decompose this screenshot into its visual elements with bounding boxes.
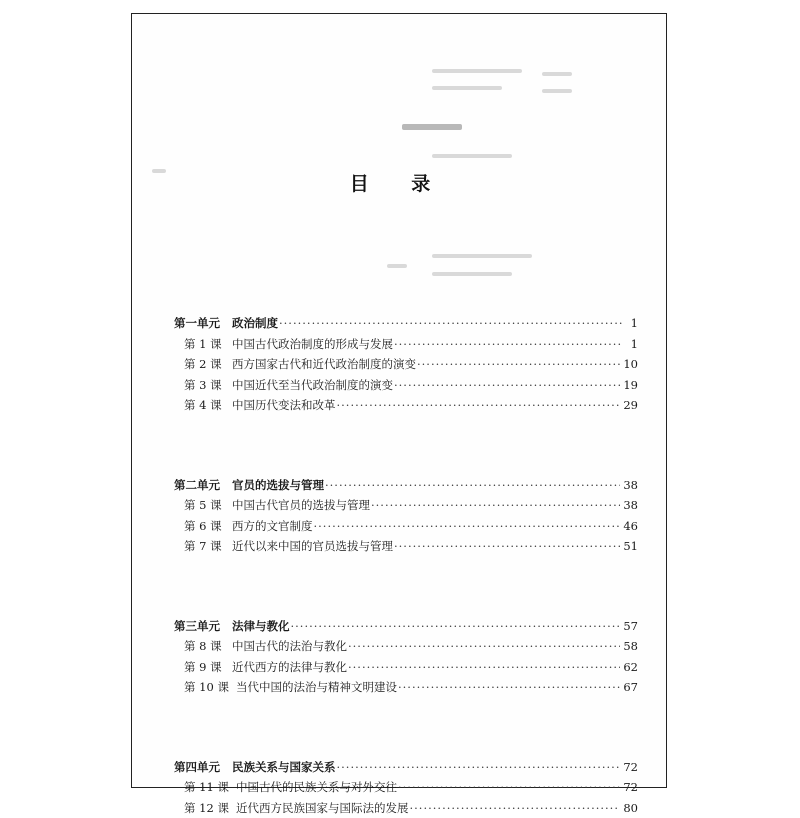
unit-spacer [174,416,638,475]
page-number: 1 [626,334,638,355]
toc-lesson-entry[interactable] [174,354,638,375]
bleed-through-mark [542,72,572,76]
toc-lesson-entry[interactable] [174,798,638,818]
toc-unit-1 [174,313,638,416]
toc-lesson-entry[interactable] [174,777,638,798]
page-number: 80 [623,798,638,818]
page-number: 29 [623,395,638,416]
unit-title: 民族关系与国家关系 [232,757,336,778]
table-of-contents [174,313,638,818]
unit-number: 第四单元 [174,757,232,778]
page-number: 46 [623,516,638,537]
page-number: 19 [623,375,638,396]
lesson-number: 第 7 课 [184,536,232,557]
bleed-through-mark [542,89,572,93]
page-number: 38 [623,475,638,496]
lesson-number: 第 3 课 [184,375,232,396]
unit-title: 政治制度 [232,313,278,334]
lesson-title: 中国近代至当代政治制度的演变 [232,375,393,396]
page-number: 38 [623,495,638,516]
bleed-through-mark [432,254,532,258]
page-number: 72 [623,757,638,778]
lesson-title: 近代以来中国的官员选拔与管理 [232,536,393,557]
dot-leader [337,395,621,416]
lesson-number: 第 5 课 [184,495,232,516]
lesson-title: 西方国家古代和近代政治制度的演变 [232,354,416,375]
unit-number: 第二单元 [174,475,232,496]
unit-spacer [174,557,638,616]
lesson-title: 中国历代变法和改革 [232,395,336,416]
lesson-title: 中国古代的法治与教化 [232,636,347,657]
bleed-through-mark [432,69,522,73]
toc-unit-entry[interactable] [174,616,638,637]
lesson-number: 第 8 课 [184,636,232,657]
lesson-title: 近代西方的法律与教化 [232,657,347,678]
dot-leader [371,495,620,516]
toc-lesson-entry[interactable] [174,395,638,416]
lesson-number: 第 4 课 [184,395,232,416]
toc-unit-entry[interactable] [174,475,638,496]
bleed-through-mark [432,154,512,158]
lesson-number: 第 9 课 [184,657,232,678]
toc-lesson-entry[interactable] [174,536,638,557]
lesson-number: 第 12 课 [184,798,236,818]
dot-leader [314,516,621,537]
dot-leader [348,636,620,657]
unit-number: 第三单元 [174,616,232,637]
bleed-through-mark [402,124,462,130]
dot-leader [337,757,621,778]
lesson-title: 西方的文官制度 [232,516,313,537]
page-number: 57 [623,616,638,637]
lesson-number: 第 2 课 [184,354,232,375]
page-title: 目 录 [132,169,666,196]
lesson-number: 第 10 课 [184,677,236,698]
toc-lesson-entry[interactable] [174,495,638,516]
toc-unit-2 [174,475,638,557]
dot-leader [394,334,623,355]
page-number: 67 [623,677,638,698]
bleed-through-mark [432,86,502,90]
toc-lesson-entry[interactable] [174,677,638,698]
bleed-through-mark [432,272,512,276]
bleed-through-mark [387,264,407,268]
lesson-number: 第 1 课 [184,334,232,355]
dot-leader [325,475,620,496]
page-number: 1 [626,313,638,334]
toc-lesson-entry[interactable] [174,375,638,396]
dot-leader [410,798,621,818]
toc-lesson-entry[interactable] [174,334,638,355]
unit-spacer [174,698,638,757]
dot-leader [348,657,620,678]
page-number: 10 [623,354,638,375]
dot-leader [398,777,620,798]
dot-leader [417,354,620,375]
lesson-title: 中国古代政治制度的形成与发展 [232,334,393,355]
toc-unit-entry[interactable] [174,757,638,778]
unit-title: 法律与教化 [232,616,290,637]
lesson-number: 第 6 课 [184,516,232,537]
unit-title: 官员的选拔与管理 [232,475,324,496]
page-number: 58 [623,636,638,657]
toc-lesson-entry[interactable] [174,516,638,537]
dot-leader [279,313,623,334]
lesson-title: 当代中国的法治与精神文明建设 [236,677,397,698]
dot-leader [398,677,620,698]
toc-unit-4 [174,757,638,818]
dot-leader [394,536,620,557]
dot-leader [394,375,620,396]
page-number: 72 [623,777,638,798]
page-number: 62 [623,657,638,678]
document-page [131,13,667,788]
dot-leader [291,616,621,637]
page-number: 51 [623,536,638,557]
lesson-number: 第 11 课 [184,777,236,798]
toc-unit-entry[interactable] [174,313,638,334]
lesson-title: 中国古代官员的选拔与管理 [232,495,370,516]
toc-lesson-entry[interactable] [174,657,638,678]
lesson-title: 中国古代的民族关系与对外交往 [236,777,397,798]
toc-unit-3 [174,616,638,698]
lesson-title: 近代西方民族国家与国际法的发展 [236,798,409,818]
toc-lesson-entry[interactable] [174,636,638,657]
unit-number: 第一单元 [174,313,232,334]
